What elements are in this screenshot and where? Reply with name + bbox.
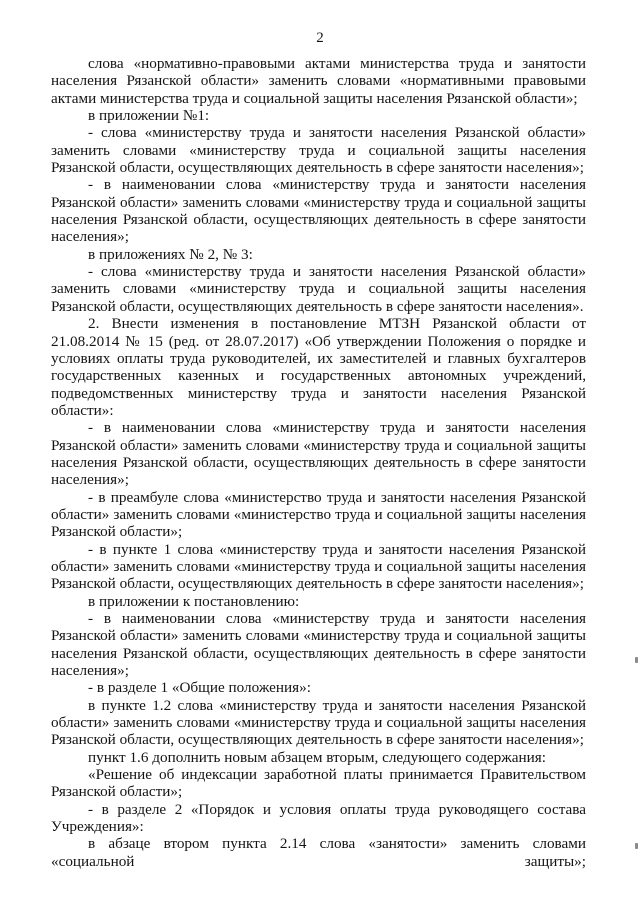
paragraph: - в пункте 1 слова «министерству труда и занятости населения Рязанской области» заменить словами «министерству труда и социальной защиты населения Рязанской области, осуществляющих деятельность в сфере занятости населения»;	[51, 540, 586, 593]
paragraph: - в наименовании слова «министерству труда и занятости населения Рязанской области» заменить словами «министерству труда и социальной защиты населения Рязанской области, осуществляющих деятельность в сфере занятости населения»;	[51, 176, 586, 246]
document-body	[51, 55, 586, 870]
paragraph: в пункте 1.2 слова «министерству труда и занятости населения Рязанской области» заменить словами «министерству труда и социальной защиты населения Рязанской области, осуществляющих деятельность в сфере занятости населения»;	[51, 696, 586, 749]
paragraph: - слова «министерству труда и занятости населения Рязанской области» заменить словами «министерству труда и социальной защиты населения Рязанской области, осуществляющих деятельность в сфере занятости населения».	[51, 263, 586, 315]
paragraph: в приложении №1:	[88, 107, 210, 125]
scan-mark	[635, 843, 638, 849]
paragraph: - в разделе 1 «Общие положения»:	[88, 679, 311, 697]
paragraph: слова «нормативно-правовыми актами министерства труда и занятости населения Рязанской области» заменить словами «нормативными правовыми актами министерства труда и социальной защиты населения Рязанской области»;	[51, 55, 586, 107]
paragraph: - в наименовании слова «министерству труда и занятости населения Рязанской области» заменить словами «министерству труда и социальной защиты населения Рязанской области, осуществляющих деятельность в сфере занятости населения»;	[51, 419, 586, 489]
paragraph: 2. Внести изменения в постановление МТЗН Рязанской области от 21.08.2014 № 15 (ред. от 28.07.2017) «Об утверждении Положения о порядке и условиях оплаты труда руководителей, их заместителей и главных бухгалтеров государственных казенных и государственных автономных учреждений, подведомственных министерству труда и занятости населения Рязанской области»:	[51, 315, 586, 419]
paragraph: в абзаце втором пункта 2.14 слова «занятости» заменить словами «социальной защиты»;	[51, 835, 586, 870]
scan-mark	[635, 657, 638, 663]
paragraph: - в преамбуле слова «министерство труда и занятости населения Рязанской области» заменить словами «министерство труда и социальной защиты населения Рязанской области»;	[51, 488, 586, 541]
page-number: 2	[316, 30, 324, 46]
paragraph: пункт 1.6 дополнить новым абзацем вторым, следующего содержания:	[88, 748, 546, 766]
paragraph: - слова «министерству труда и занятости населения Рязанской области» заменить словами «министерству труда и социальной защиты населения Рязанской области, осуществляющих деятельность в сфере занятости населения»;	[51, 124, 586, 177]
paragraph: в приложении к постановлению:	[88, 592, 300, 610]
paragraph: «Решение об индексации заработной платы принимается Правительством Рязанской области»;	[51, 766, 586, 801]
paragraph: - в наименовании слова «министерству труда и занятости населения Рязанской области» заменить словами «министерству труда и социальной защиты населения Рязанской области, осуществляющих деятельность в сфере занятости населения»;	[51, 610, 586, 680]
paragraph: в приложениях № 2, № 3:	[88, 245, 253, 263]
paragraph: - в разделе 2 «Порядок и условия оплаты труда руководящего состава Учреждения»:	[51, 800, 586, 836]
